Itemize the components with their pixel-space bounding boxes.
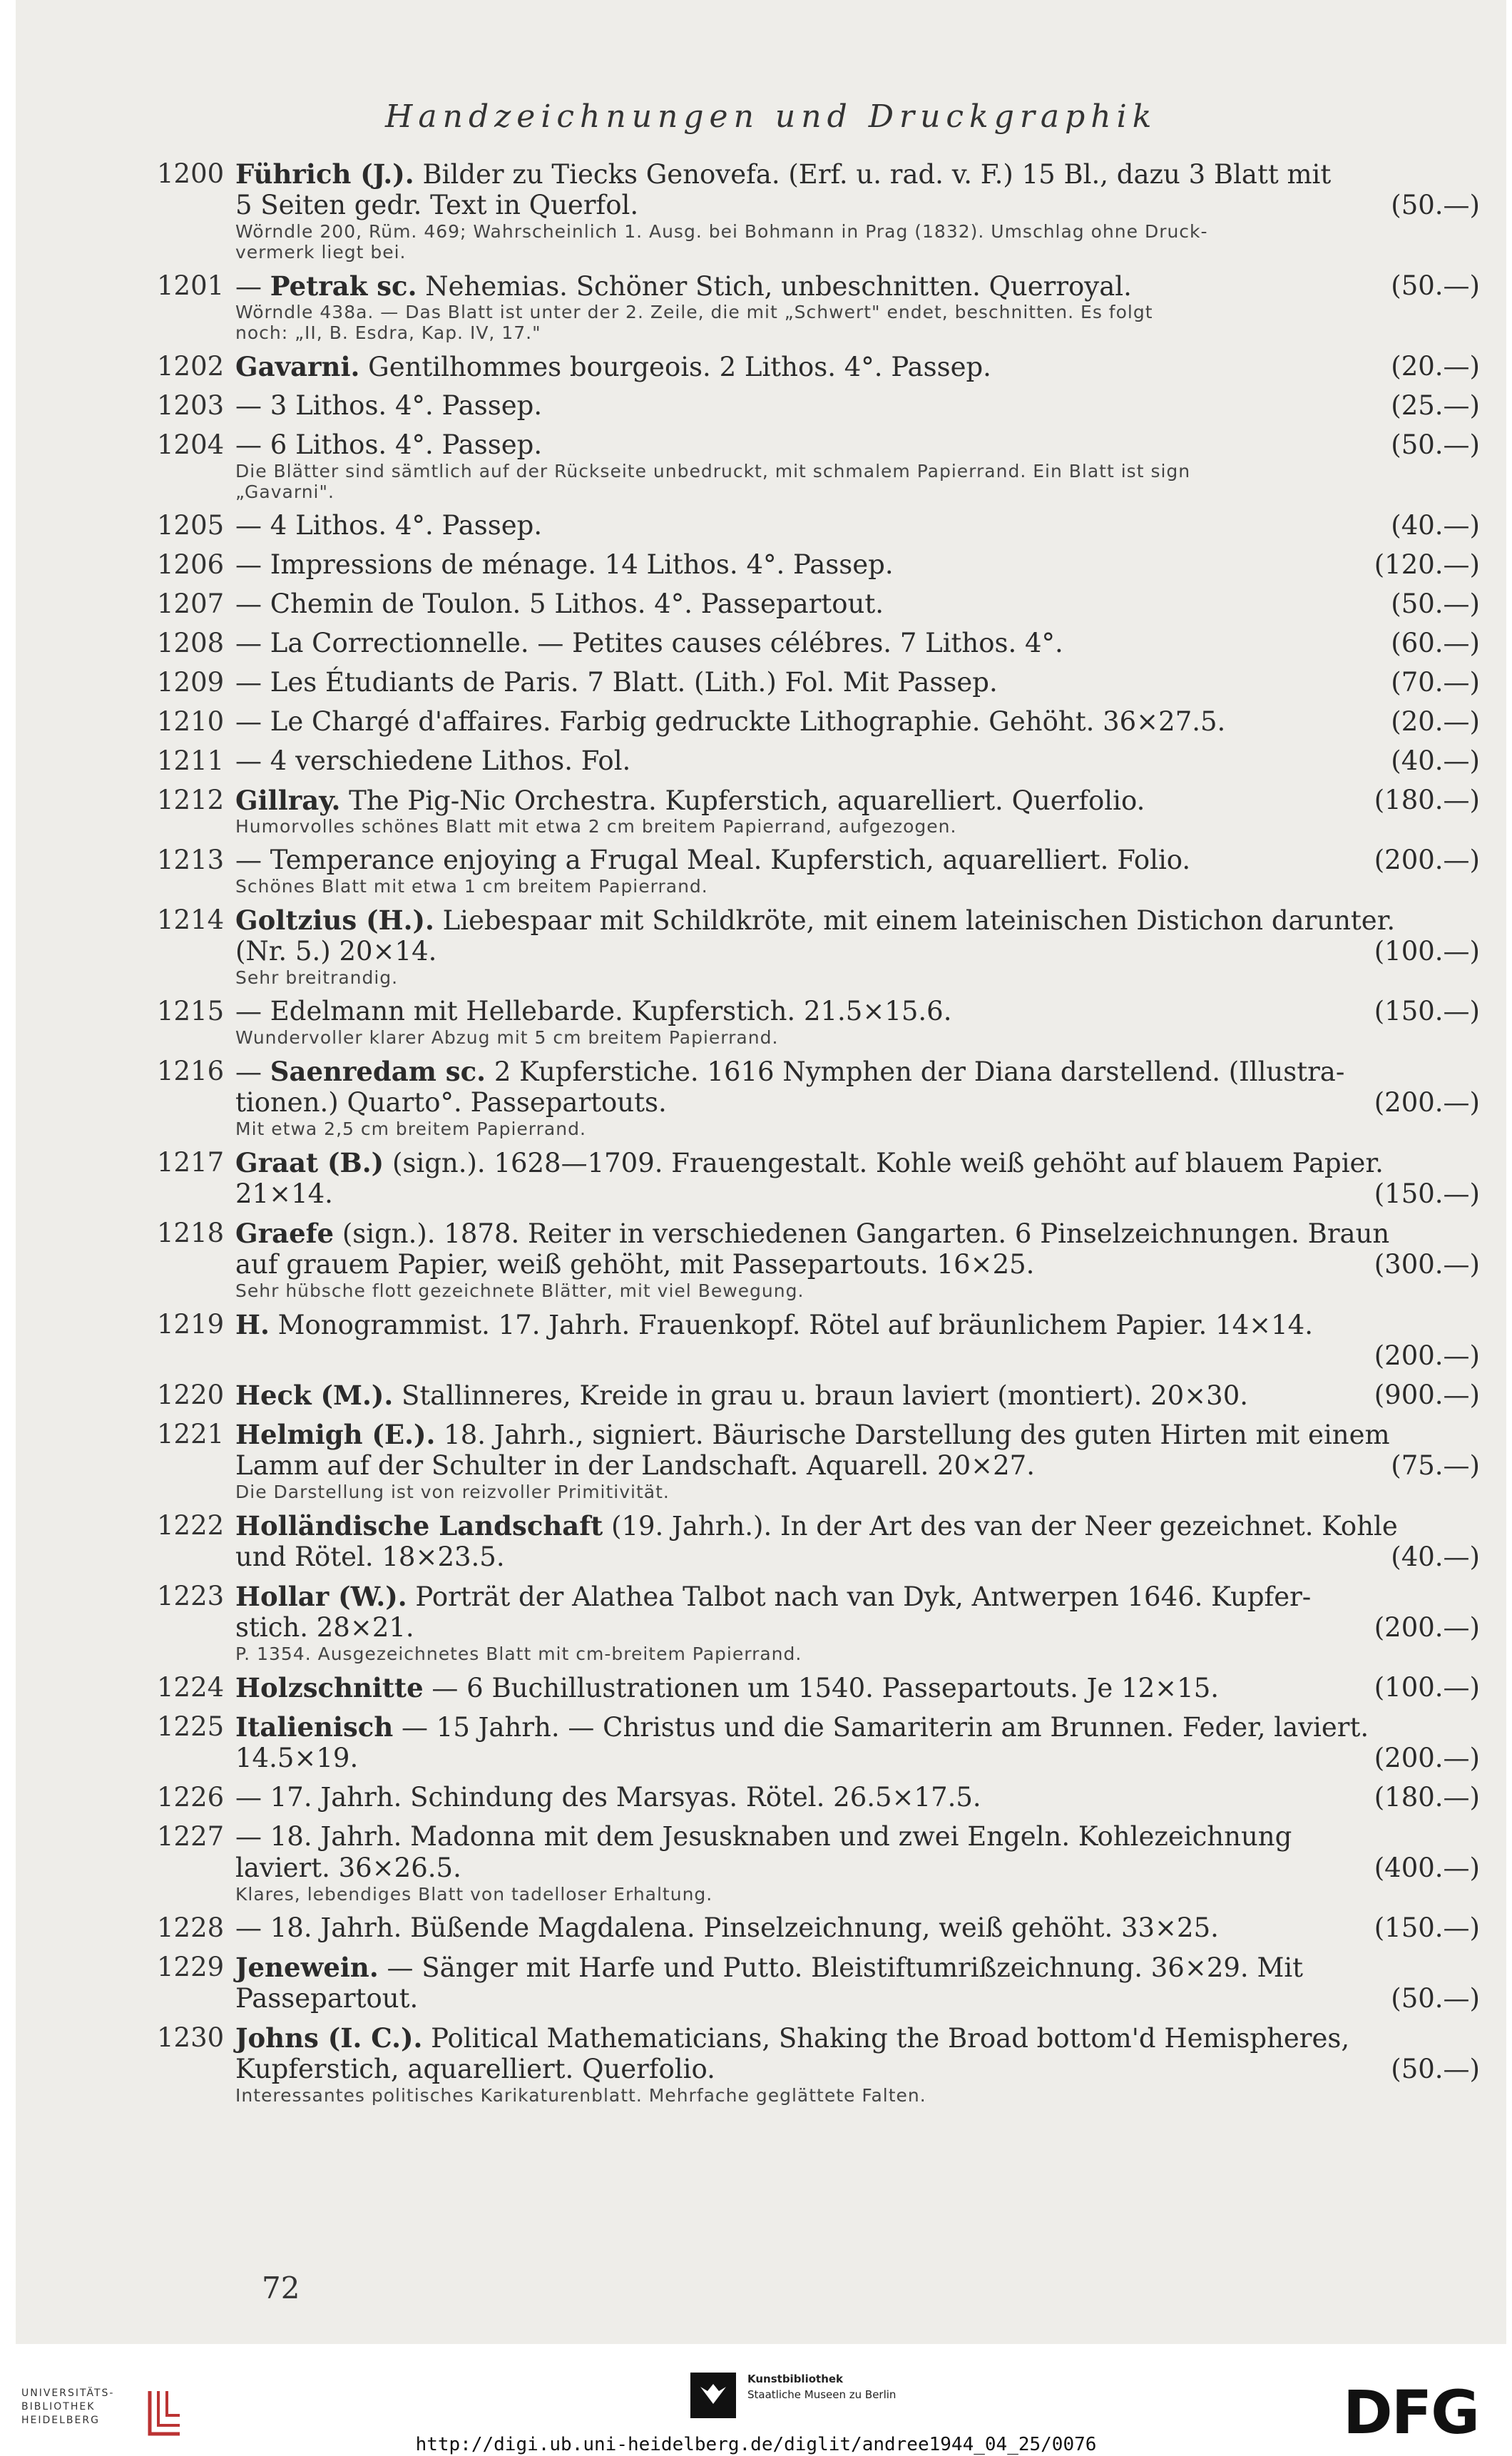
entry-price: (60.—) (1391, 628, 1480, 658)
catalog-entry (157, 785, 1480, 837)
entry-price: (25.—) (1391, 390, 1480, 421)
kunstbibliothek-logo (690, 2365, 904, 2437)
university-name-line: BIBLIOTHEK (21, 2401, 96, 2412)
entry-price: (20.—) (1391, 706, 1480, 737)
artist-name: Gavarni. (235, 351, 360, 382)
entry-description: Kupferstich, aquarelliert. Querfolio. (235, 2054, 715, 2084)
entry-number: 1227 (157, 1821, 225, 1852)
entry-description: — 15 Jahrh. — Christus und die Samariterin am Brunnen. Feder, laviert. (393, 1712, 1369, 1743)
entry-description: — Le Chargé d'affaires. Farbig gedruckte Lithographie. Gehöht. 36×27.5. (235, 706, 1226, 737)
entry-description: Liebespaar mit Schildkröte, mit einem lateinischen Distichon darunter. (434, 905, 1396, 936)
entry-description: — Les Étudiants de Paris. 7 Blatt. (Lith.) Fol. Mit Passep. (235, 667, 998, 698)
entry-price: (20.—) (1391, 351, 1480, 382)
entry-note: Mit etwa 2,5 cm breitem Papierrand. (235, 1119, 586, 1139)
dfg-logo-text: DFG (1343, 2383, 1479, 2440)
entry-line (235, 1218, 1480, 1249)
catalog-entry (157, 1912, 1480, 1944)
entry-number: 1202 (157, 351, 225, 382)
entry-price: (50.—) (1391, 190, 1480, 220)
page-number: 72 (262, 2271, 300, 2305)
entry-number: 1223 (157, 1581, 225, 1611)
entry-description: tionen.) Quarto°. Passepartouts. (235, 1087, 667, 1118)
entry-note: „Gavarni". (235, 481, 334, 502)
entry-description: 14.5×19. (235, 1743, 359, 1773)
artist-name: Graefe (235, 1218, 334, 1249)
catalog-entry (157, 667, 1480, 698)
entry-price: (200.—) (1374, 1612, 1480, 1643)
university-name-line: UNIVERSITÄTS- (21, 2388, 115, 2399)
entry-number: 1206 (157, 549, 225, 580)
entry-description: — 18. Jahrh. Madonna mit dem Jesusknaben und zwei Engeln. Kohlezeichnung (235, 1821, 1292, 1852)
entry-line (235, 190, 1480, 221)
catalog-entry (157, 706, 1480, 738)
entry-line (235, 1450, 1480, 1482)
catalog-entry (157, 2022, 1480, 2106)
entry-line (235, 510, 1480, 541)
artist-name: Saenredam sc. (270, 1056, 486, 1087)
entry-price: (70.—) (1391, 667, 1480, 698)
entry-price: (900.—) (1374, 1380, 1480, 1410)
entry-line (235, 667, 1480, 698)
catalog-entry (157, 1218, 1480, 1301)
entry-description: — Edelmann mit Hellebarde. Kupferstich. 21.5×15.6. (235, 996, 952, 1026)
entry-number: 1228 (157, 1912, 225, 1943)
entry-note: Interessantes politisches Karikaturenblatt. Mehrfache geglättete Falten. (235, 2085, 926, 2106)
entry-number: 1208 (157, 628, 225, 658)
artist-name: Holländische Landschaft (235, 1510, 603, 1542)
catalog-entry (157, 1056, 1480, 1139)
entry-line (235, 785, 1480, 816)
entry-number: 1225 (157, 1711, 225, 1742)
catalog-entry (157, 1380, 1480, 1411)
entry-line (235, 1983, 1480, 2014)
entry-price: (180.—) (1374, 785, 1480, 815)
entry-price: (50.—) (1391, 1983, 1480, 2014)
entry-line (235, 1309, 1480, 1340)
entry-description: — La Correctionnelle. — Petites causes célébres. 7 Lithos. 4°. (235, 628, 1063, 658)
entry-dash: — (235, 1056, 270, 1087)
entry-line (235, 351, 1480, 382)
entry-price: (180.—) (1374, 1782, 1480, 1813)
artist-name: Goltzius (H.). (235, 905, 434, 936)
entry-number: 1215 (157, 996, 225, 1026)
catalog-entry (157, 845, 1480, 897)
entry-line (235, 996, 1480, 1027)
entry-note: Wörndle 438a. — Das Blatt ist unter der 2. Zeile, die mit „Schwert" endet, beschnitten. Es folgt (235, 302, 1153, 322)
entry-line (235, 1853, 1480, 1884)
entry-description: stich. 28×21. (235, 1612, 414, 1643)
entry-line (235, 1510, 1480, 1542)
entry-line (235, 158, 1480, 190)
catalog-entry (157, 429, 1480, 502)
catalog-entry (157, 158, 1480, 263)
entry-number: 1226 (157, 1782, 225, 1813)
entry-number: 1229 (157, 1952, 225, 1982)
university-emblem-icon (144, 2387, 185, 2438)
entry-note: Sehr hübsche flott gezeichnete Blätter, mit viel Bewegung. (235, 1280, 804, 1301)
entry-price: (300.—) (1374, 1249, 1480, 1280)
entry-note: vermerk liegt bei. (235, 242, 407, 263)
entry-note: Klares, lebendiges Blatt von tadelloser Erhaltung. (235, 1884, 713, 1905)
entry-number: 1222 (157, 1510, 225, 1541)
catalog-entry (157, 1309, 1480, 1372)
entry-line (235, 1672, 1480, 1703)
entry-description: (sign.). 1628—1709. Frauengestalt. Kohle weiß gehöht auf blauem Papier. (384, 1148, 1384, 1178)
entry-description: — 6 Buchillustrationen um 1540. Passepartouts. Je 12×15. (423, 1673, 1220, 1703)
entry-line (235, 1056, 1480, 1087)
entry-description: Gentilhommes bourgeois. 2 Lithos. 4°. Passep. (359, 352, 991, 382)
entry-price: (50.—) (1391, 588, 1480, 619)
entry-line (235, 1419, 1480, 1450)
entry-line (235, 1782, 1480, 1813)
entry-line (235, 270, 1480, 302)
entry-description: — Temperance enjoying a Frugal Meal. Kupferstich, aquarelliert. Folio. (235, 845, 1191, 875)
entry-number: 1203 (157, 390, 225, 421)
catalog-entry (157, 1821, 1480, 1905)
kunstbibliothek-title: Kunstbibliothek (747, 2373, 844, 2385)
entry-description: Porträt der Alathea Talbot nach van Dyk, Antwerpen 1646. Kupfer- (407, 1581, 1312, 1612)
catalog-entry (157, 1581, 1480, 1664)
entry-price: (40.—) (1391, 745, 1480, 776)
catalog-entry (157, 351, 1480, 382)
entry-number: 1217 (157, 1147, 225, 1178)
entry-price: (150.—) (1374, 1178, 1480, 1209)
entry-line (235, 845, 1480, 876)
artist-name: Jenewein. (235, 1952, 379, 1983)
entry-line (235, 1581, 1480, 1612)
entry-note: Wundervoller klarer Abzug mit 5 cm breitem Papierrand. (235, 1027, 779, 1048)
catalog-entry (157, 390, 1480, 422)
entry-price: (200.—) (1374, 845, 1480, 875)
entry-line (235, 2054, 1480, 2085)
kunstbibliothek-name (747, 2371, 896, 2403)
catalog-entry (157, 1419, 1480, 1502)
entry-description: (Nr. 5.) 20×14. (235, 936, 437, 967)
entry-note: noch: „II, B. Esdra, Kap. IV, 17." (235, 322, 541, 343)
entry-description: — Chemin de Toulon. 5 Lithos. 4°. Passepartout. (235, 588, 884, 619)
entry-description: — 3 Lithos. 4°. Passep. (235, 390, 543, 421)
artist-name: Italienisch (235, 1711, 394, 1743)
entry-line (235, 745, 1480, 777)
catalog-entry (157, 510, 1480, 541)
entry-description: (19. Jahrh.). In der Art des van der Neer gezeichnet. Kohle (603, 1511, 1398, 1542)
catalog-entry (157, 628, 1480, 659)
entry-line (235, 390, 1480, 422)
catalog-entry (157, 1510, 1480, 1573)
catalog-entry (157, 549, 1480, 581)
entry-description: — 6 Lithos. 4°. Passep. (235, 429, 543, 460)
entry-line (235, 628, 1480, 659)
dfg-logo (1343, 2383, 1493, 2440)
catalog-entry (157, 270, 1480, 343)
entry-note: Schönes Blatt mit etwa 1 cm breitem Papierrand. (235, 876, 708, 897)
entry-number: 1212 (157, 785, 225, 815)
entry-description: 5 Seiten gedr. Text in Querfol. (235, 190, 639, 220)
entry-description: Lamm auf der Schulter in der Landschaft. Aquarell. 20×27. (235, 1450, 1035, 1481)
eagle-emblem-icon (690, 2373, 736, 2418)
entry-price: (50.—) (1391, 270, 1480, 301)
entry-line (235, 1542, 1480, 1573)
catalog-entry (157, 588, 1480, 620)
entry-description: Stallinneres, Kreide in grau u. braun laviert (montiert). 20×30. (393, 1380, 1249, 1411)
entry-description: The Pig-Nic Orchestra. Kupferstich, aquarelliert. Querfolio. (340, 785, 1145, 816)
museum-subtitle: Staatliche Museen zu Berlin (747, 2388, 897, 2401)
entry-price: (50.—) (1391, 429, 1480, 460)
entry-line (235, 1087, 1480, 1119)
entry-description: Nehemias. Schöner Stich, unbeschnitten. Querroyal. (417, 271, 1132, 302)
artist-name: Heck (M.). (235, 1380, 394, 1411)
entry-description: 21×14. (235, 1178, 333, 1209)
catalog-entry (157, 745, 1480, 777)
entry-price: (200.—) (1374, 1340, 1480, 1371)
entry-note: Die Darstellung ist von reizvoller Primitivität. (235, 1482, 670, 1502)
university-name-line: HEIDELBERG (21, 2415, 100, 2426)
entry-line (235, 905, 1480, 936)
entry-number: 1201 (157, 270, 225, 301)
artist-name: Johns (I. C.). (235, 2022, 423, 2054)
artist-name: Holzschnitte (235, 1672, 424, 1703)
entry-line (235, 1743, 1480, 1774)
entry-price: (200.—) (1374, 1087, 1480, 1118)
entry-line (235, 2022, 1480, 2054)
entry-description: (sign.). 1878. Reiter in verschiedenen Gangarten. 6 Pinselzeichnungen. Braun (334, 1218, 1390, 1249)
entry-number: 1218 (157, 1218, 225, 1248)
entry-description: — Sänger mit Harfe und Putto. Bleistiftumrißzeichnung. 36×29. Mit (378, 1952, 1304, 1983)
entry-description: 18. Jahrh., signiert. Bäurische Darstellung des guten Hirten mit einem (435, 1420, 1390, 1450)
entry-description: Monogrammist. 17. Jahrh. Frauenkopf. Rötel auf bräunlichem Papier. 14×14. (269, 1310, 1313, 1340)
entry-note: Wörndle 200, Rüm. 469; Wahrscheinlich 1. Ausg. bei Bohmann in Prag (1832). Umschlag ohne Druck- (235, 221, 1208, 242)
entry-number: 1214 (157, 905, 225, 935)
entry-number: 1210 (157, 706, 225, 737)
catalog-entry (157, 1672, 1480, 1703)
catalog-entry (157, 1782, 1480, 1813)
entry-description: und Rötel. 18×23.5. (235, 1542, 505, 1572)
catalog-entry (157, 1952, 1480, 2014)
entry-price: (100.—) (1374, 1672, 1480, 1703)
entry-number: 1219 (157, 1309, 225, 1340)
artist-name: Gillray. (235, 785, 341, 816)
artist-name: Hollar (W.). (235, 1581, 407, 1612)
entry-number: 1221 (157, 1419, 225, 1449)
entry-description: — 17. Jahrh. Schindung des Marsyas. Rötel. 26.5×17.5. (235, 1782, 981, 1813)
artist-name: Führich (J.). (235, 158, 414, 190)
catalog-entry (157, 996, 1480, 1048)
entry-description: — 18. Jahrh. Büßende Magdalena. Pinselzeichnung, weiß gehöht. 33×25. (235, 1912, 1219, 1943)
running-head: Handzeichnungen und Druckgraphik (385, 98, 1158, 135)
entry-number: 1200 (157, 158, 225, 189)
entry-line (235, 936, 1480, 967)
entry-number: 1230 (157, 2022, 225, 2053)
entry-number: 1211 (157, 745, 225, 776)
entry-description: Political Mathematicians, Shaking the Broad bottom'd Hemispheres, (422, 2023, 1350, 2054)
entry-description: Bilder zu Tiecks Genovefa. (Erf. u. rad. v. F.) 15 Bl., dazu 3 Blatt mit (414, 159, 1332, 190)
artist-name: Petrak sc. (270, 270, 417, 302)
entry-line (235, 1147, 1480, 1178)
entry-number: 1207 (157, 588, 225, 619)
entry-line (235, 588, 1480, 620)
entry-line (235, 1912, 1480, 1944)
entry-description: — 4 Lithos. 4°. Passep. (235, 510, 543, 541)
entry-line (235, 1952, 1480, 1983)
catalog-entry (157, 905, 1480, 988)
entry-description: auf grauem Papier, weiß gehöht, mit Passepartouts. 16×25. (235, 1249, 1035, 1280)
entry-price: (40.—) (1391, 1542, 1480, 1572)
catalog-entry (157, 1711, 1480, 1774)
artist-name: Helmigh (E.). (235, 1419, 436, 1450)
entry-price: (100.—) (1374, 936, 1480, 967)
entry-price: (40.—) (1391, 510, 1480, 541)
entry-price: (150.—) (1374, 996, 1480, 1026)
entry-price: (200.—) (1374, 1743, 1480, 1773)
entry-description: laviert. 36×26.5. (235, 1853, 461, 1883)
entry-line (235, 1612, 1480, 1644)
entry-line (235, 1178, 1480, 1210)
entry-price: (75.—) (1391, 1450, 1480, 1481)
entry-line (235, 706, 1480, 738)
entry-line (235, 1380, 1480, 1411)
entry-description: Passepartout. (235, 1983, 419, 2014)
source-url: http://digi.ub.uni-heidelberg.de/diglit/andree1944_04_25/0076 (415, 2434, 1097, 2455)
entry-number: 1216 (157, 1056, 225, 1086)
entry-description: 2 Kupferstiche. 1616 Nymphen der Diana darstellend. (Illustra- (486, 1056, 1345, 1087)
entry-line (235, 429, 1480, 461)
artist-name: Graat (B.) (235, 1147, 384, 1178)
catalog-entry (157, 1147, 1480, 1210)
entry-line (235, 1340, 1480, 1372)
university-name (21, 2387, 114, 2427)
entry-note: Die Blätter sind sämtlich auf der Rückseite unbedruckt, mit schmalem Papierrand. Ein Blatt ist sign (235, 461, 1191, 481)
entry-line (235, 549, 1480, 581)
entry-number: 1204 (157, 429, 225, 460)
artist-name: H. (235, 1309, 270, 1340)
entry-line (235, 1711, 1480, 1743)
entry-number: 1205 (157, 510, 225, 541)
entry-description: — 4 verschiedene Lithos. Fol. (235, 745, 631, 776)
entry-price: (150.—) (1374, 1912, 1480, 1943)
entry-number: 1224 (157, 1672, 225, 1703)
entry-price: (400.—) (1374, 1853, 1480, 1883)
entry-number: 1209 (157, 667, 225, 698)
entry-line (235, 1249, 1480, 1280)
entry-note: P. 1354. Ausgezeichnetes Blatt mit cm-breitem Papierrand. (235, 1644, 802, 1664)
entry-description: — Impressions de ménage. 14 Lithos. 4°. Passep. (235, 549, 894, 580)
entry-price: (50.—) (1391, 2054, 1480, 2084)
entry-line (235, 1821, 1480, 1853)
entry-note: Humorvolles schönes Blatt mit etwa 2 cm breitem Papierrand, aufgezogen. (235, 816, 957, 837)
entry-dash: — (235, 271, 270, 302)
entry-price: (120.—) (1374, 549, 1480, 580)
entry-number: 1220 (157, 1380, 225, 1410)
entry-number: 1213 (157, 845, 225, 875)
entry-note: Sehr breitrandig. (235, 967, 399, 988)
